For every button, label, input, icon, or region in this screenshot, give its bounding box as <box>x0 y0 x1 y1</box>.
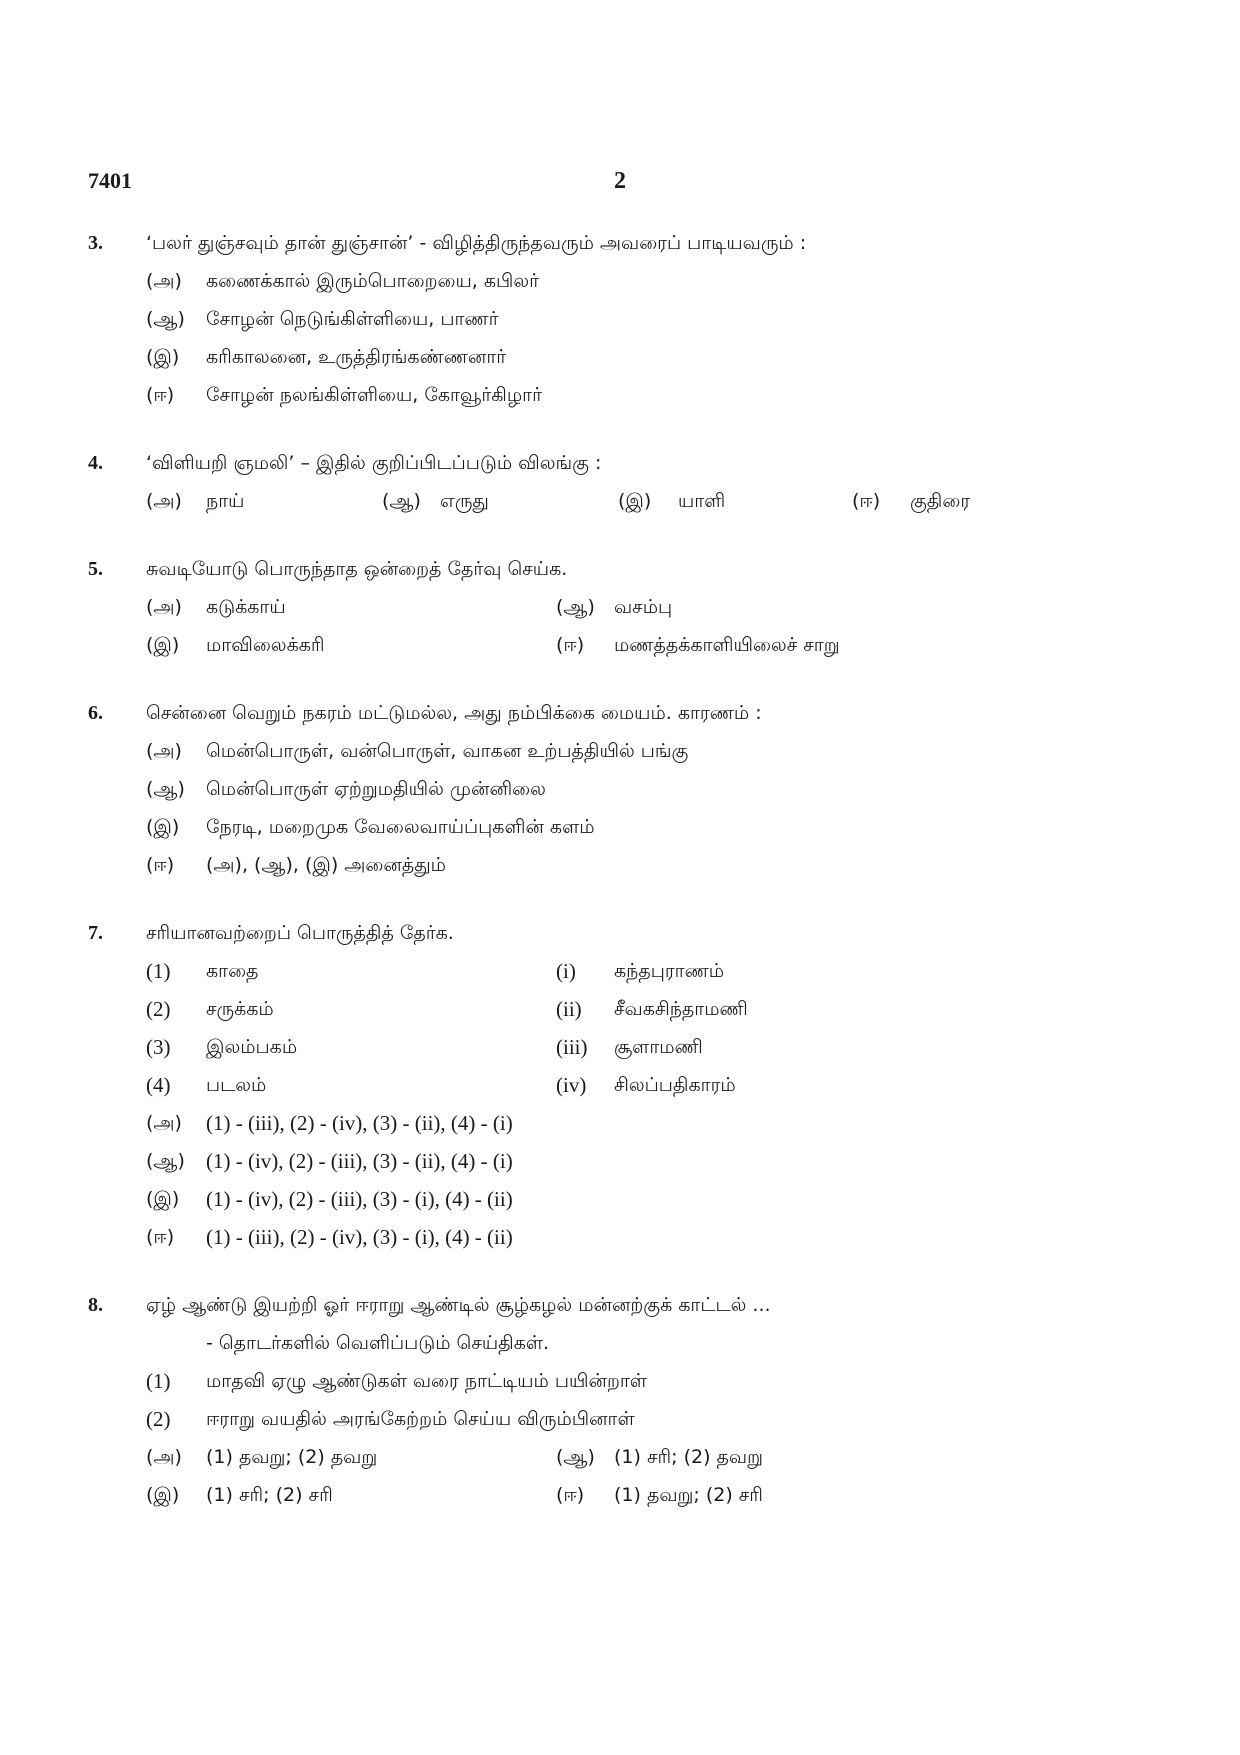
match-right-text: கந்தபுராணம் <box>614 960 725 982</box>
match-left-label: (1) <box>146 959 171 983</box>
option-text: நாய் <box>206 490 245 512</box>
option-text: கரிகாலனை, உருத்திரங்கண்ணனார் <box>206 346 507 368</box>
option-label: (அ) <box>146 490 182 512</box>
question-number: 5. <box>88 558 103 580</box>
option-text: (1) - (iv), (2) - (iii), (3) - (ii), (4) - (i) <box>206 1149 513 1173</box>
option-text: (1) தவறு; (2) சரி <box>614 1484 763 1506</box>
option-label: (ஆ) <box>382 490 421 512</box>
option-text: மென்பொருள் ஏற்றுமதியில் முன்னிலை <box>206 778 546 800</box>
question-number: 8. <box>88 1294 103 1316</box>
question-stem: ‘விளியறி ஞமலி’ – இதில் குறிப்பிடப்படும் விலங்கு : <box>146 452 602 474</box>
option-text: (1) சரி; (2) சரி <box>206 1484 333 1506</box>
match-left-text: இலம்பகம் <box>206 1036 298 1058</box>
option-label: (இ) <box>146 1484 180 1506</box>
statement-label: (2) <box>146 1407 171 1431</box>
page-number: 2 <box>614 168 626 194</box>
question-number: 4. <box>88 452 103 474</box>
option-text: குதிரை <box>910 490 971 512</box>
statement-text: ஈராறு வயதில் அரங்கேற்றம் செய்ய விரும்பினாள் <box>206 1408 635 1430</box>
match-left-text: சருக்கம் <box>206 998 274 1020</box>
option-label: (இ) <box>146 816 180 838</box>
match-left-text: காதை <box>206 960 259 982</box>
option-text: கணைக்கால் இரும்பொறையை, கபிலர் <box>206 270 540 292</box>
match-left-label: (4) <box>146 1073 171 1097</box>
option-text: மாவிலைக்கரி <box>206 634 325 656</box>
option-text: மணத்தக்காளியிலைச் சாறு <box>614 634 840 656</box>
question-number: 3. <box>88 232 103 254</box>
option-label: (அ) <box>146 596 182 618</box>
option-label: (ஆ) <box>146 1150 185 1172</box>
question-number: 6. <box>88 702 103 724</box>
option-text: நேரடி, மறைமுக வேலைவாய்ப்புகளின் களம் <box>206 816 595 838</box>
match-right-label: (i) <box>556 959 576 983</box>
option-label: (அ) <box>146 740 182 762</box>
option-label: (ஆ) <box>146 778 185 800</box>
question-stem: சென்னை வெறும் நகரம் மட்டுமல்ல, அது நம்பிக்கை மையம். காரணம் : <box>146 702 762 724</box>
match-right-text: சீவகசிந்தாமணி <box>614 998 748 1020</box>
option-label: (அ) <box>146 270 182 292</box>
match-right-text: சிலப்பதிகாரம் <box>614 1074 736 1096</box>
option-text: (1) - (iii), (2) - (iv), (3) - (i), (4) - (ii) <box>206 1225 513 1249</box>
option-text: மென்பொருள், வன்பொருள், வாகன உற்பத்தியில் பங்கு <box>206 740 689 762</box>
option-text: சோழன் நெடுங்கிள்ளியை, பாணர் <box>206 308 499 330</box>
match-right-label: (iv) <box>556 1073 587 1097</box>
match-right-label: (ii) <box>556 997 582 1021</box>
match-right-text: சூளாமணி <box>614 1036 703 1058</box>
match-right-label: (iii) <box>556 1035 588 1059</box>
option-text: சோழன் நலங்கிள்ளியை, கோவூர்கிழார் <box>206 384 542 406</box>
option-label: (இ) <box>146 346 180 368</box>
option-text: (1) சரி; (2) தவறு <box>614 1446 763 1468</box>
option-text: (1) தவறு; (2) தவறு <box>206 1446 378 1468</box>
option-label: (ஈ) <box>852 490 881 512</box>
statement-label: (1) <box>146 1369 171 1393</box>
match-left-label: (3) <box>146 1035 171 1059</box>
option-label: (ஈ) <box>146 384 175 406</box>
option-label: (இ) <box>618 490 652 512</box>
option-text: வசம்பு <box>614 596 673 618</box>
match-left-label: (2) <box>146 997 171 1021</box>
option-label: (ஆ) <box>556 1446 595 1468</box>
question-stem: சுவடியோடு பொருந்தாத ஒன்றைத் தேர்வு செய்க. <box>146 558 568 580</box>
option-text: யாளி <box>678 490 726 512</box>
option-text: எருது <box>440 490 489 512</box>
statement-text: மாதவி ஏழு ஆண்டுகள் வரை நாட்டியம் பயின்றாள் <box>206 1370 647 1392</box>
option-label: (ஈ) <box>146 854 175 876</box>
option-text: கடுக்காய் <box>206 596 286 618</box>
question-stem: ‘பலர் துஞ்சவும் தான் துஞ்சான்’ - விழித்திருந்தவரும் அவரைப் பாடியவரும் : <box>146 232 807 254</box>
option-label: (ஆ) <box>556 596 595 618</box>
option-label: (அ) <box>146 1446 182 1468</box>
option-label: (இ) <box>146 1188 180 1210</box>
option-label: (ஈ) <box>556 1484 585 1506</box>
option-label: (இ) <box>146 634 180 656</box>
option-label: (ஆ) <box>146 308 185 330</box>
question-stem: ஏழ் ஆண்டு இயற்றி ஓர் ஈராறு ஆண்டில் சூழ்கழல் மன்னற்குக் காட்டல் ... <box>146 1294 771 1316</box>
match-left-text: படலம் <box>206 1074 267 1096</box>
question-stem: சரியானவற்றைப் பொருத்தித் தேர்க. <box>146 922 454 944</box>
option-text: (1) - (iii), (2) - (iv), (3) - (ii), (4) - (i) <box>206 1111 513 1135</box>
option-text: (1) - (iv), (2) - (iii), (3) - (i), (4) - (ii) <box>206 1187 513 1211</box>
option-text: (அ), (ஆ), (இ) அனைத்தும் <box>206 854 446 876</box>
question-number: 7. <box>88 922 103 944</box>
option-label: (ஈ) <box>556 634 585 656</box>
option-label: (அ) <box>146 1112 182 1134</box>
paper-code: 7401 <box>88 168 132 193</box>
option-label: (ஈ) <box>146 1226 175 1248</box>
question-stem-continuation: - தொடர்களில் வெளிப்படும் செய்திகள். <box>206 1332 550 1354</box>
